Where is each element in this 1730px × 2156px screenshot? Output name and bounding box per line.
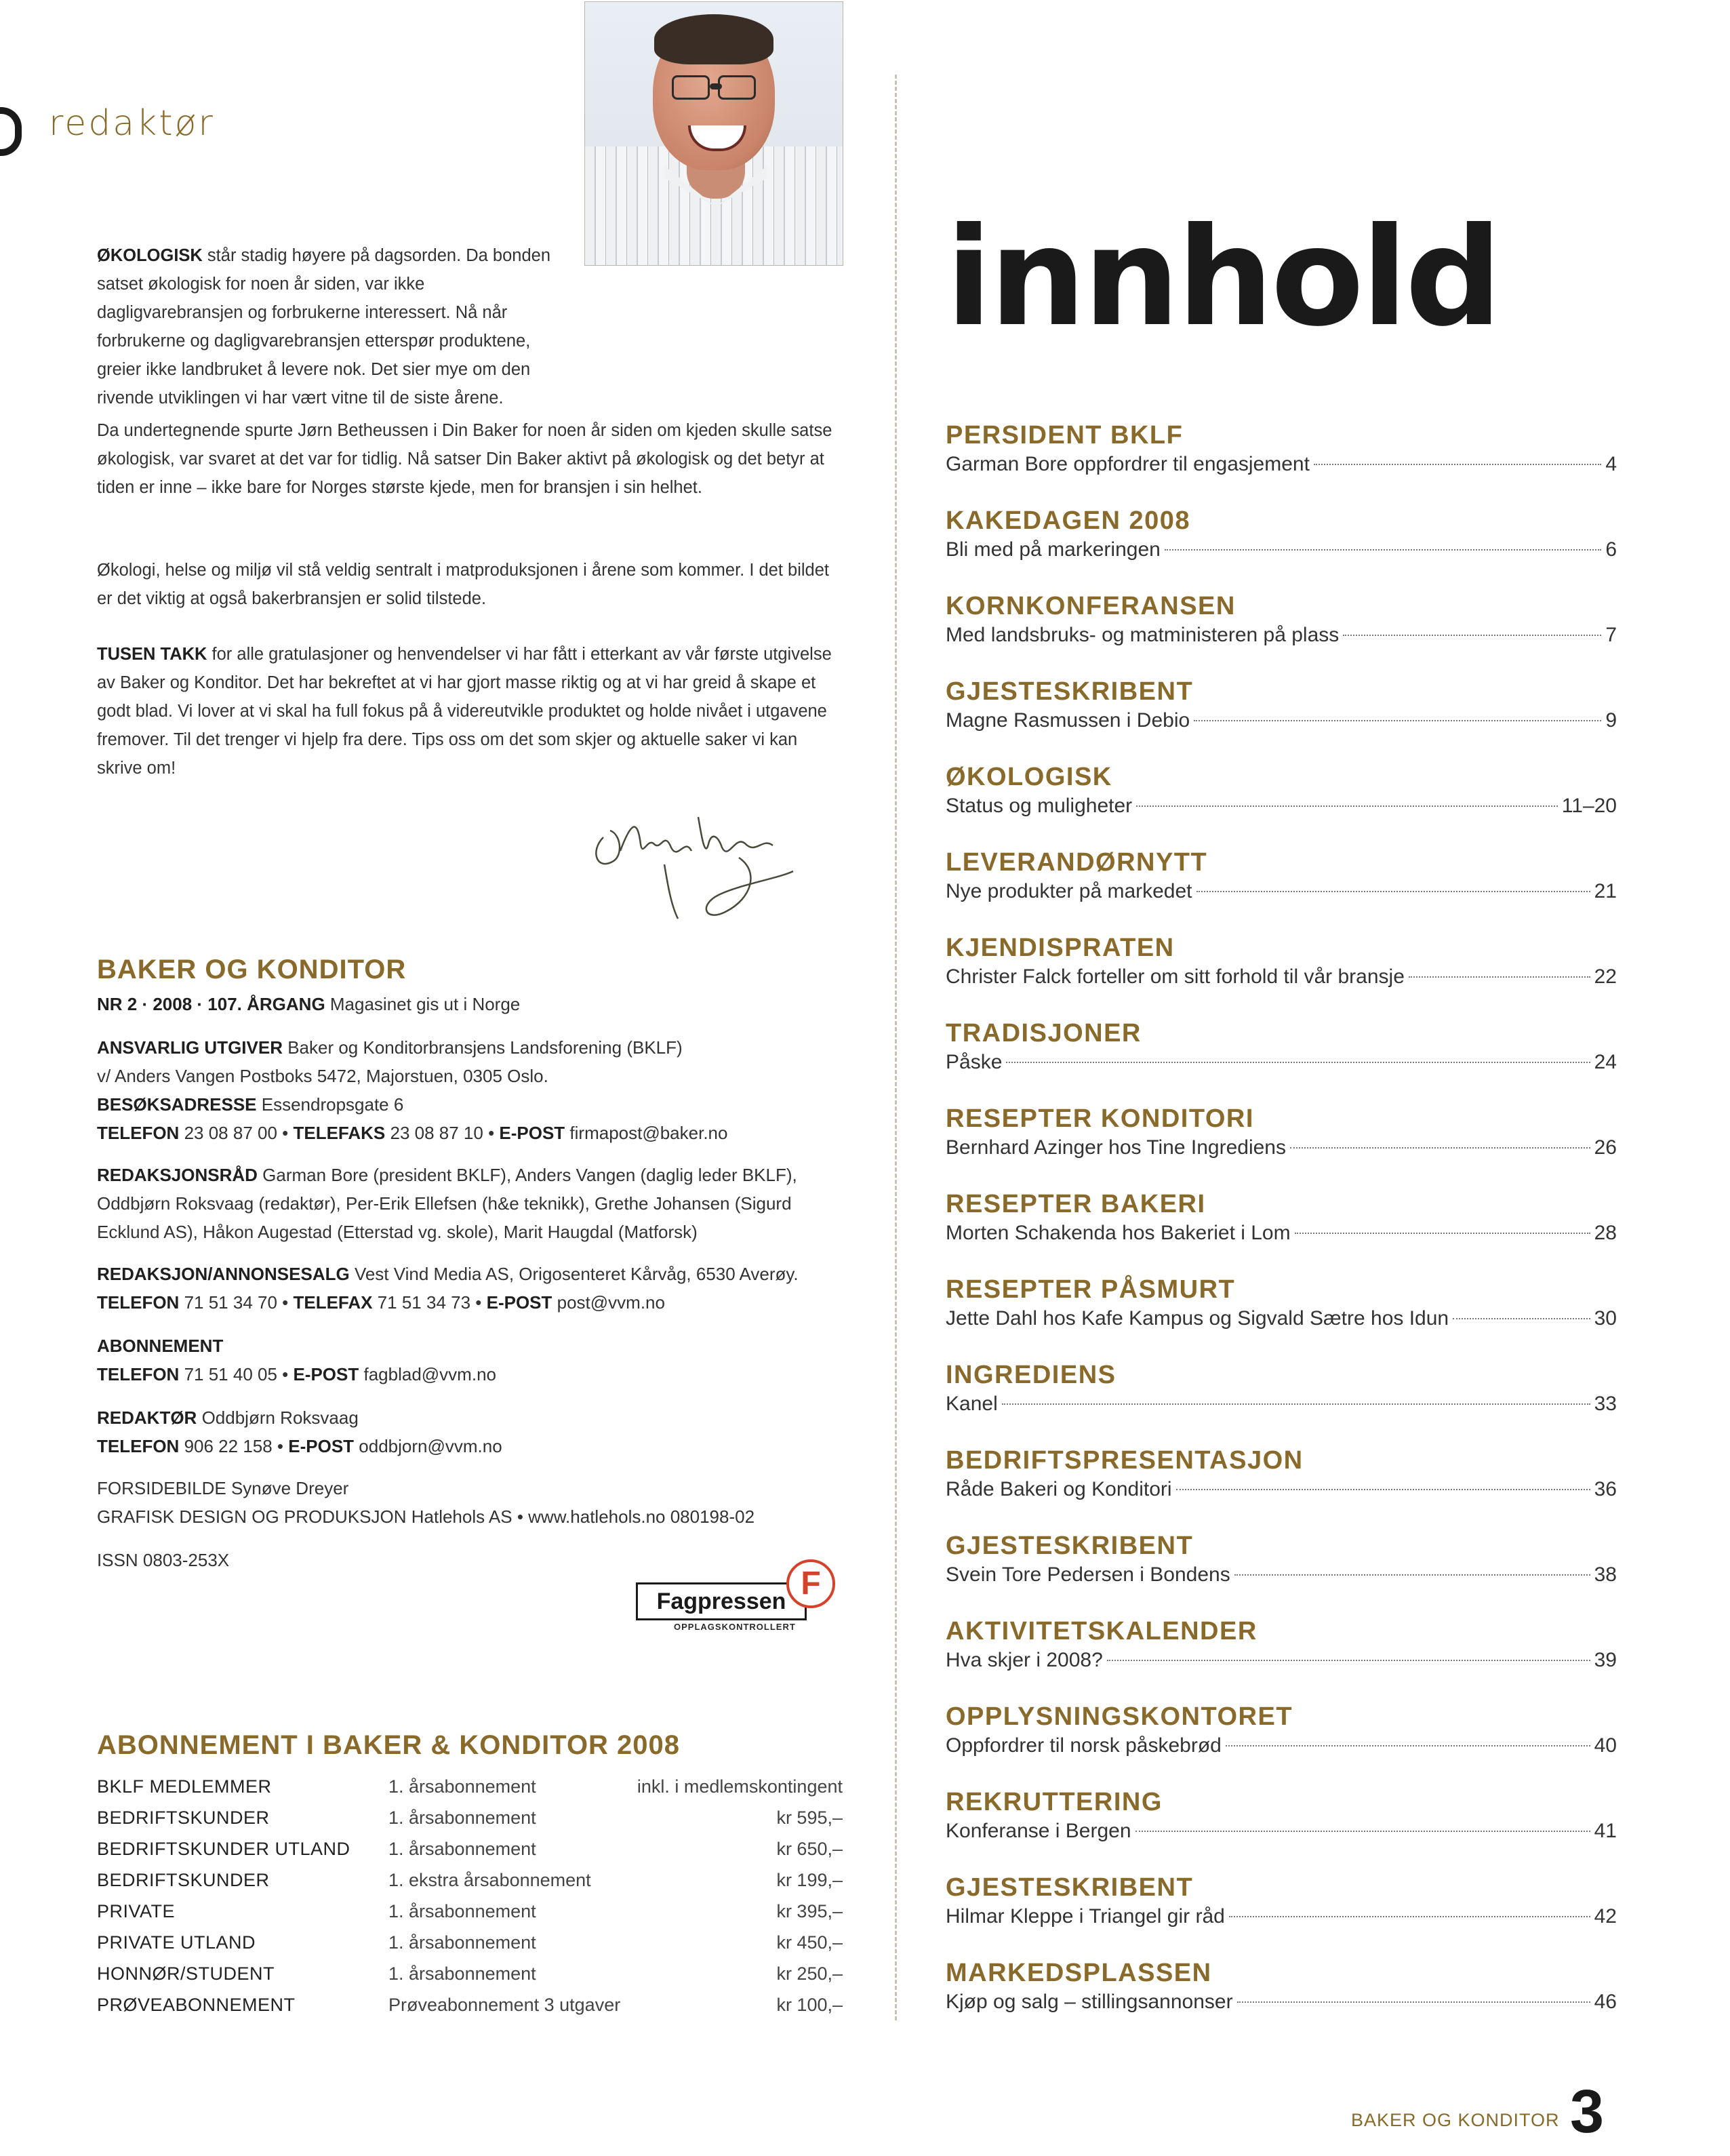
toc-leader xyxy=(1290,1147,1590,1149)
editor-text: Oddbjørn Roksvaag xyxy=(197,1408,359,1428)
toc-leader xyxy=(1409,976,1590,978)
subscription-title: ABONNEMENT I BAKER & KONDITOR 2008 xyxy=(97,1730,681,1760)
table-row xyxy=(97,1864,843,1896)
table-row xyxy=(97,1896,843,1927)
toc-leader xyxy=(1237,2001,1590,2003)
sub-plan: 1. årsabonnement xyxy=(388,1901,536,1921)
editorial-lead-tusen-takk: TUSEN TAKK xyxy=(97,645,207,664)
subs-phone-label: TELEFON xyxy=(97,1364,180,1384)
toc-heading: PERSIDENT BKLF xyxy=(946,421,1184,450)
sub-plan: 1. årsabonnement xyxy=(388,1808,536,1828)
toc-text: Kanel xyxy=(946,1393,998,1415)
masthead-editor xyxy=(97,1403,856,1460)
masthead-council xyxy=(97,1161,856,1246)
page-number: 3 xyxy=(1570,2078,1605,2146)
table-row xyxy=(97,1927,843,1958)
toc-text: Med landsbruks- og matministeren på plass xyxy=(946,624,1340,646)
toc-page: 46 xyxy=(1594,1991,1617,2013)
toc-entry[interactable] xyxy=(946,1104,1617,1189)
fagpressen-logo xyxy=(636,1559,839,1633)
toc-page: 38 xyxy=(1594,1563,1617,1586)
editorial-paragraph-4 xyxy=(97,640,843,782)
sub-plan: 1. årsabonnement xyxy=(388,1776,536,1797)
toc-leader xyxy=(1006,1062,1590,1063)
masthead-credits xyxy=(97,1474,856,1531)
toc-entry[interactable] xyxy=(946,1702,1617,1787)
masthead-sales xyxy=(97,1260,856,1317)
toc-page: 28 xyxy=(1594,1222,1617,1244)
toc-heading: MARKEDSPLASSEN xyxy=(946,1959,1212,1987)
toc-page: 4 xyxy=(1605,453,1617,475)
toc-entry[interactable] xyxy=(946,762,1617,847)
toc-heading: GJESTESKRIBENT xyxy=(946,1532,1194,1560)
toc-heading: KORNKONFERANSEN xyxy=(946,592,1236,620)
toc-entry[interactable] xyxy=(946,591,1617,677)
sub-type: BEDRIFTSKUNDER xyxy=(97,1870,270,1890)
editorial-p1-body: står stadig høyere på dagsorden. Da bonden satset økologisk for noen år siden, var ikke dagligvarebransjen og forbrukerne interessert. Nå når forbrukerne og dagligvarebransjen etterspør produktene, greier ikke landbruket å levere nok. Det sier mye om den rivende utviklingen vi har vært vitne til de siste årene. xyxy=(97,246,551,407)
table-row xyxy=(97,1958,843,1989)
sub-plan: Prøveabonnement 3 utgaver xyxy=(388,1995,621,2015)
sub-type: BEDRIFTSKUNDER xyxy=(97,1808,270,1828)
sub-plan: 1. årsabonnement xyxy=(388,1932,536,1953)
toc-leader xyxy=(1176,1489,1590,1490)
toc-leader xyxy=(1226,1745,1590,1746)
sub-price: inkl. i medlemskontingent xyxy=(637,1776,843,1797)
section-label: redaktør xyxy=(49,103,215,144)
design-text: Hatlehols AS • www.hatlehols.no 080198-02 xyxy=(406,1506,755,1527)
toc-leader xyxy=(1107,1660,1590,1661)
sales-label: REDAKSJON/ANNONSESALG xyxy=(97,1264,350,1284)
toc-text: Bernhard Azinger hos Tine Ingrediens xyxy=(946,1136,1286,1159)
toc-heading: LEVERANDØRNYTT xyxy=(946,848,1208,877)
cover-text: Synøve Dreyer xyxy=(226,1478,349,1498)
email-label: E-POST xyxy=(499,1123,565,1143)
subs-email-text: fagblad@vvm.no xyxy=(359,1364,496,1384)
toc-page: 26 xyxy=(1594,1136,1617,1159)
toc-leader xyxy=(1194,720,1601,721)
toc-text: Status og muligheter xyxy=(946,795,1133,817)
phone-label: TELEFON xyxy=(97,1123,180,1143)
toc-page: 7 xyxy=(1605,624,1617,646)
issue-number: NR 2 · 2008 · 107. ÅRGANG xyxy=(97,994,325,1014)
toc-leader xyxy=(1135,1831,1590,1832)
masthead-publisher xyxy=(97,1033,856,1147)
masthead-title: BAKER OG KONDITOR xyxy=(97,955,407,984)
toc-leader xyxy=(1314,464,1601,465)
toc-page: 9 xyxy=(1605,709,1617,732)
toc-leader xyxy=(1453,1318,1590,1319)
toc-heading: KJENDISPRATEN xyxy=(946,934,1175,962)
toc-heading: INGREDIENS xyxy=(946,1361,1117,1389)
sales-fax-text: 71 51 34 73 • xyxy=(372,1292,487,1313)
editor-phone-text: 906 22 158 • xyxy=(179,1436,289,1456)
toc-entry[interactable] xyxy=(946,1018,1617,1104)
sales-phone-text: 71 51 34 70 • xyxy=(179,1292,294,1313)
sub-price: kr 199,– xyxy=(776,1870,843,1890)
column-divider xyxy=(895,75,897,2020)
editor-signature xyxy=(583,797,813,932)
issue-note: Magasinet gis ut i Norge xyxy=(325,994,521,1014)
fagpressen-subtitle: OPPLAGSKONTROLLERT xyxy=(674,1622,796,1632)
toc-leader xyxy=(1165,549,1601,551)
toc-page: 33 xyxy=(1594,1393,1617,1415)
toc-entry[interactable] xyxy=(946,933,1617,1018)
sales-email-label: E-POST xyxy=(486,1292,552,1313)
toc-entry[interactable] xyxy=(946,420,1617,506)
masthead-subscription-contact xyxy=(97,1332,856,1389)
fax-text: 23 08 87 10 • xyxy=(385,1123,500,1143)
sub-type: HONNØR/STUDENT xyxy=(97,1963,275,1984)
publisher-text: Baker og Konditorbransjens Landsforening (BKLF) xyxy=(282,1037,683,1058)
editorial-paragraph-3: Økologi, helse og miljø vil stå veldig sentralt i matproduksjonen i årene som kommer. I det bildet er det viktig at også bakerbransjen er solid tilstede. xyxy=(97,561,829,608)
fax-label: TELEFAKS xyxy=(293,1123,386,1143)
toc-entry[interactable] xyxy=(946,1787,1617,1873)
sub-type: BEDRIFTSKUNDER UTLAND xyxy=(97,1839,350,1859)
toc-text: Morten Schakenda hos Bakeriet i Lom xyxy=(946,1222,1291,1244)
toc-entry[interactable] xyxy=(946,1873,1617,1958)
subs-label: ABONNEMENT xyxy=(97,1336,224,1356)
footer-publication-name: BAKER OG KONDITOR xyxy=(1351,2110,1560,2130)
email-text: firmapost@baker.no xyxy=(565,1123,728,1143)
sub-price: kr 650,– xyxy=(776,1839,843,1859)
subs-phone-text: 71 51 40 05 • xyxy=(179,1364,294,1384)
toc-text: Magne Rasmussen i Debio xyxy=(946,709,1190,732)
toc-leader xyxy=(1002,1403,1590,1405)
toc-text: Garman Bore oppfordrer til engasjement xyxy=(946,453,1310,475)
phone-text: 23 08 87 00 • xyxy=(179,1123,294,1143)
visit-label: BESØKSADRESSE xyxy=(97,1094,257,1115)
sub-price: kr 395,– xyxy=(776,1901,843,1921)
toc-entry[interactable] xyxy=(946,677,1617,762)
subs-email-label: E-POST xyxy=(293,1364,359,1384)
toc-page: 36 xyxy=(1594,1478,1617,1500)
toc-leader xyxy=(1234,1574,1590,1576)
sub-price: kr 250,– xyxy=(776,1963,843,1984)
toc-heading: GJESTESKRIBENT xyxy=(946,677,1194,706)
toc-text: Svein Tore Pedersen i Bondens xyxy=(946,1563,1230,1586)
toc-heading: RESEPTER PÅSMURT xyxy=(946,1275,1236,1304)
toc-entry[interactable] xyxy=(946,506,1617,591)
table-row xyxy=(97,1833,843,1864)
toc-leader xyxy=(1295,1233,1590,1234)
toc-text: Påske xyxy=(946,1051,1003,1073)
editorial-lead-okologisk: ØKOLOGISK xyxy=(97,246,203,265)
issn: ISSN 0803-253X xyxy=(97,1550,230,1570)
toc-entry[interactable] xyxy=(946,1445,1617,1531)
toc-leader xyxy=(1196,891,1590,892)
table-row xyxy=(97,1989,843,2020)
sub-type: PRIVATE UTLAND xyxy=(97,1932,256,1953)
toc-entry[interactable] xyxy=(946,1275,1617,1360)
toc-entry[interactable] xyxy=(946,1531,1617,1616)
toc-page: 11–20 xyxy=(1561,795,1617,817)
toc-heading: REKRUTTERING xyxy=(946,1788,1163,1816)
toc-text: Konferanse i Bergen xyxy=(946,1820,1131,1842)
editorial-paragraph-1 xyxy=(97,241,558,412)
toc-entry[interactable] xyxy=(946,1616,1617,1702)
cover-label: FORSIDEBILDE xyxy=(97,1478,226,1498)
sub-plan: 1. ekstra årsabonnement xyxy=(388,1870,591,1890)
editor-email-text: oddbjorn@vvm.no xyxy=(354,1436,502,1456)
toc-entry[interactable] xyxy=(946,1958,1617,2043)
toc-heading: RESEPTER KONDITORI xyxy=(946,1104,1254,1133)
toc-page: 21 xyxy=(1594,880,1617,902)
publisher-address: v/ Anders Vangen Postboks 5472, Majorstuen, 0305 Oslo. xyxy=(97,1066,548,1086)
publisher-label: ANSVARLIG UTGIVER xyxy=(97,1037,283,1058)
toc-page: 24 xyxy=(1594,1051,1617,1073)
editorial-paragraph-2: Da undertegnende spurte Jørn Betheussen i Din Baker for noen år siden om kjeden skulle satse økologisk, var svaret at det var for tidlig. Nå satser Din Baker aktivt på økologisk og det betyr at tiden er inne – ikke bare for Norges største kjede, men for bransjen i sin helhet. xyxy=(97,421,832,497)
toc-page: 42 xyxy=(1594,1905,1617,1928)
sub-price: kr 450,– xyxy=(776,1932,843,1953)
design-label: GRAFISK DESIGN OG PRODUKSJON xyxy=(97,1506,407,1527)
toc-title: innhold xyxy=(946,199,1500,357)
sales-phone-label: TELEFON xyxy=(97,1292,180,1313)
editorial-p4-body: for alle gratulasjoner og henvendelser vi har fått i etterkant av vår første utgivelse av Baker og Konditor. Det har bekreftet at vi har gjort masse riktig og at vi har greid å skape et godt blad. Vi lover at vi skal ha full fokus på å videreutvikle produktet og holde nivået i utgavene fremover. Til det trenger vi hjelp fra dere. Tips oss om det som skjer og aktuelle saker vi kan skrive om! xyxy=(97,645,832,778)
masthead-issue xyxy=(97,990,856,1018)
sales-text: Vest Vind Media AS, Origosenteret Kårvåg, 6530 Averøy. xyxy=(349,1264,799,1284)
sub-type: PRIVATE xyxy=(97,1901,176,1921)
toc-heading: OPPLYSNINGSKONTORET xyxy=(946,1702,1293,1731)
toc-text: Hva skjer i 2008? xyxy=(946,1649,1103,1671)
toc-text: Kjøp og salg – stillingsannonser xyxy=(946,1991,1233,2013)
toc-text: Råde Bakeri og Konditori xyxy=(946,1478,1172,1500)
toc-page: 22 xyxy=(1594,965,1617,988)
sub-price: kr 100,– xyxy=(776,1995,843,2015)
toc-page: 41 xyxy=(1594,1820,1617,1842)
visit-text: Essendropsgate 6 xyxy=(256,1094,404,1115)
table-row xyxy=(97,1771,843,1802)
toc-text: Jette Dahl hos Kafe Kampus og Sigvald Sætre hos Idun xyxy=(946,1307,1449,1330)
toc-heading: ØKOLOGISK xyxy=(946,763,1112,791)
sales-fax-label: TELEFAX xyxy=(293,1292,373,1313)
toc-text: Nye produkter på markedet xyxy=(946,880,1192,902)
page-corner-mark xyxy=(0,107,22,156)
fagpressen-wordmark: Fagpressen xyxy=(636,1582,807,1620)
toc-heading: BEDRIFTSPRESENTASJON xyxy=(946,1446,1304,1475)
toc-heading: RESEPTER BAKERI xyxy=(946,1190,1206,1218)
toc-page: 30 xyxy=(1594,1307,1617,1330)
toc-leader xyxy=(1343,635,1601,636)
editor-phone-label: TELEFON xyxy=(97,1436,180,1456)
toc-leader xyxy=(1136,805,1558,807)
toc-heading: KAKEDAGEN 2008 xyxy=(946,506,1190,535)
council-label: REDAKSJONSRÅD xyxy=(97,1165,258,1185)
editor-photo xyxy=(584,1,843,266)
sub-plan: 1. årsabonnement xyxy=(388,1839,536,1859)
toc-text: Oppfordrer til norsk påskebrød xyxy=(946,1734,1222,1757)
sub-plan: 1. årsabonnement xyxy=(388,1963,536,1984)
toc-entry[interactable] xyxy=(946,1189,1617,1275)
table-row xyxy=(97,1802,843,1833)
editor-label: REDAKTØR xyxy=(97,1408,197,1428)
fagpressen-f-icon: F xyxy=(786,1559,835,1608)
sub-type: BKLF MEDLEMMER xyxy=(97,1776,272,1797)
sales-email-text: post@vvm.no xyxy=(552,1292,665,1313)
editor-email-label: E-POST xyxy=(288,1436,355,1456)
toc-text: Hilmar Kleppe i Triangel gir råd xyxy=(946,1905,1225,1928)
toc-page: 39 xyxy=(1594,1649,1617,1671)
toc-text: Bli med på markeringen xyxy=(946,538,1161,561)
council-text: Garman Bore (president BKLF), Anders Vangen (daglig leder BKLF), Oddbjørn Roksvaag (redaktør), Per-Erik Ellefsen (h&e teknikk), Grethe Johansen (Sigurd Ecklund AS), Håkon Augestad (Etterstad vg. skole), Marit Haugdal (Matforsk) xyxy=(97,1165,797,1242)
toc-entry[interactable] xyxy=(946,1360,1617,1445)
toc-leader xyxy=(1229,1916,1590,1917)
toc-page: 6 xyxy=(1605,538,1617,561)
sub-price: kr 595,– xyxy=(776,1808,843,1828)
toc-entry[interactable] xyxy=(946,847,1617,933)
subscription-table xyxy=(97,1771,843,2020)
toc-page: 40 xyxy=(1594,1734,1617,1757)
sub-type: PRØVEABONNEMENT xyxy=(97,1995,296,2015)
toc-heading: AKTIVITETSKALENDER xyxy=(946,1617,1258,1645)
toc-heading: GJESTESKRIBENT xyxy=(946,1873,1194,1902)
toc-text: Christer Falck forteller om sitt forhold til vår bransje xyxy=(946,965,1405,988)
table-of-contents xyxy=(946,420,1617,2043)
toc-heading: TRADISJONER xyxy=(946,1019,1142,1047)
